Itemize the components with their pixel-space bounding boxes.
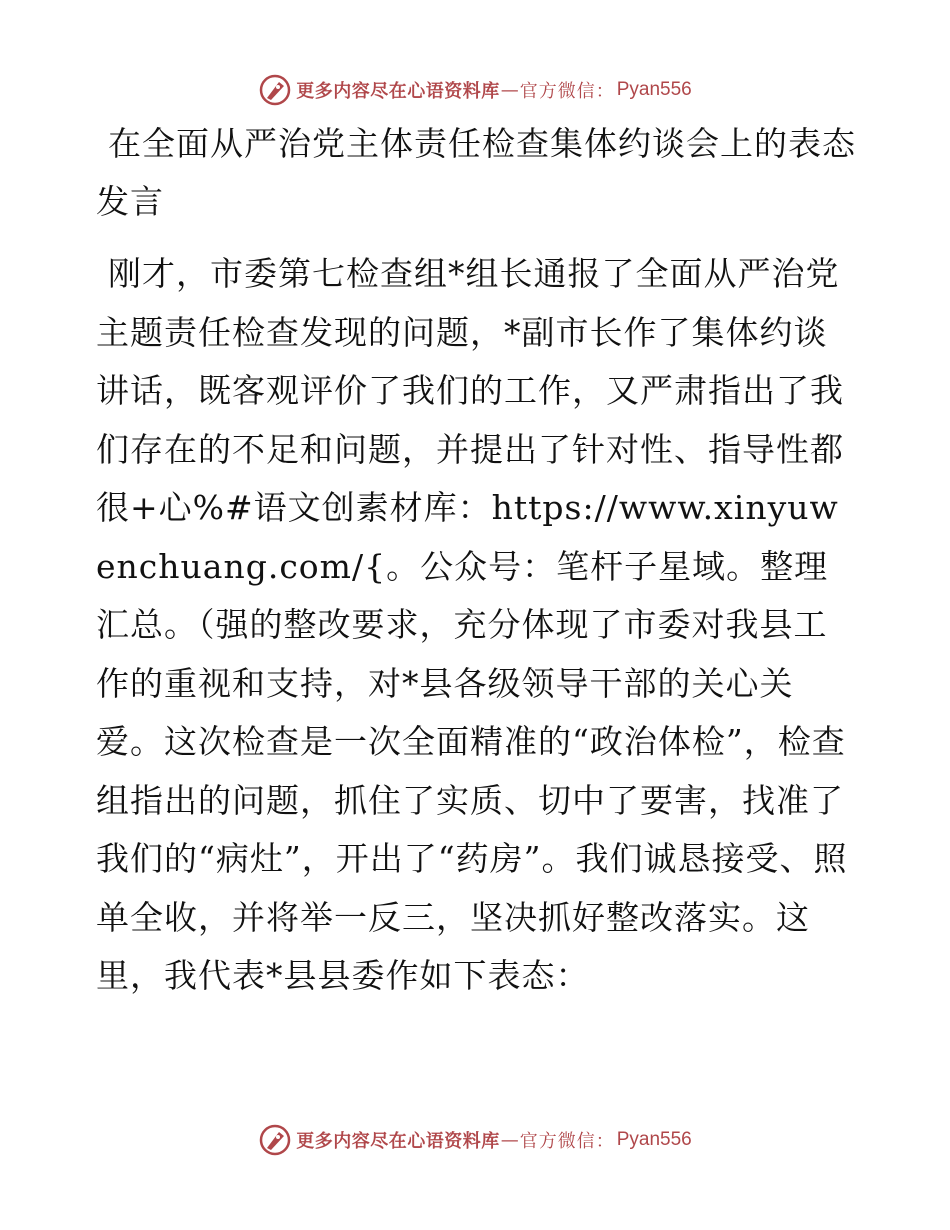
footer-watermark-banner	[0, 1120, 950, 1160]
banner-main-text: 更多内容尽在心语资料库	[296, 1131, 500, 1152]
banner-dash: —	[500, 79, 519, 101]
banner-dash: —	[500, 1129, 519, 1151]
document-body	[96, 115, 856, 1006]
document-title: 在全面从严治党主体责任检查集体约谈会上的表态发言	[96, 124, 856, 221]
header-watermark-banner	[0, 70, 950, 110]
banner-wechat-label: 官方微信：	[519, 81, 615, 102]
pen-nib-circle-icon	[258, 73, 292, 107]
banner-wechat-id: Pyan556	[616, 1129, 692, 1150]
banner-main-text: 更多内容尽在心语资料库	[296, 81, 500, 102]
banner-wechat-id: Pyan556	[616, 79, 692, 100]
banner-wechat-label: 官方微信：	[519, 1131, 615, 1152]
body-paragraph: 刚才，市委第七检查组*组长通报了全面从严治党主题责任检查发现的问题，*副市长作了集体约谈讲话，既客观评价了我们的工作，又严肃指出了我们存在的不足和问题，并提出了针对性、指导性都很+心%#语文创素材库：https://www.xinyuwenchuang.com/{。公众号：笔杆子星域。整理汇总。（强的整改要求，充分体现了市委对我县工作的重视和支持，对*县各级领导干部的关心关爱。这次检查是一次全面精准的“政治体检”，检查组指出的问题，抓住了实质、切中了要害，找准了我们的“病灶”，开出了“药房”。我们诚恳接受、照单全收，并将举一反三，坚决抓好整改落实。这里，我代表*县县委作如下表态：	[96, 254, 848, 995]
pen-nib-circle-icon	[258, 1123, 292, 1157]
